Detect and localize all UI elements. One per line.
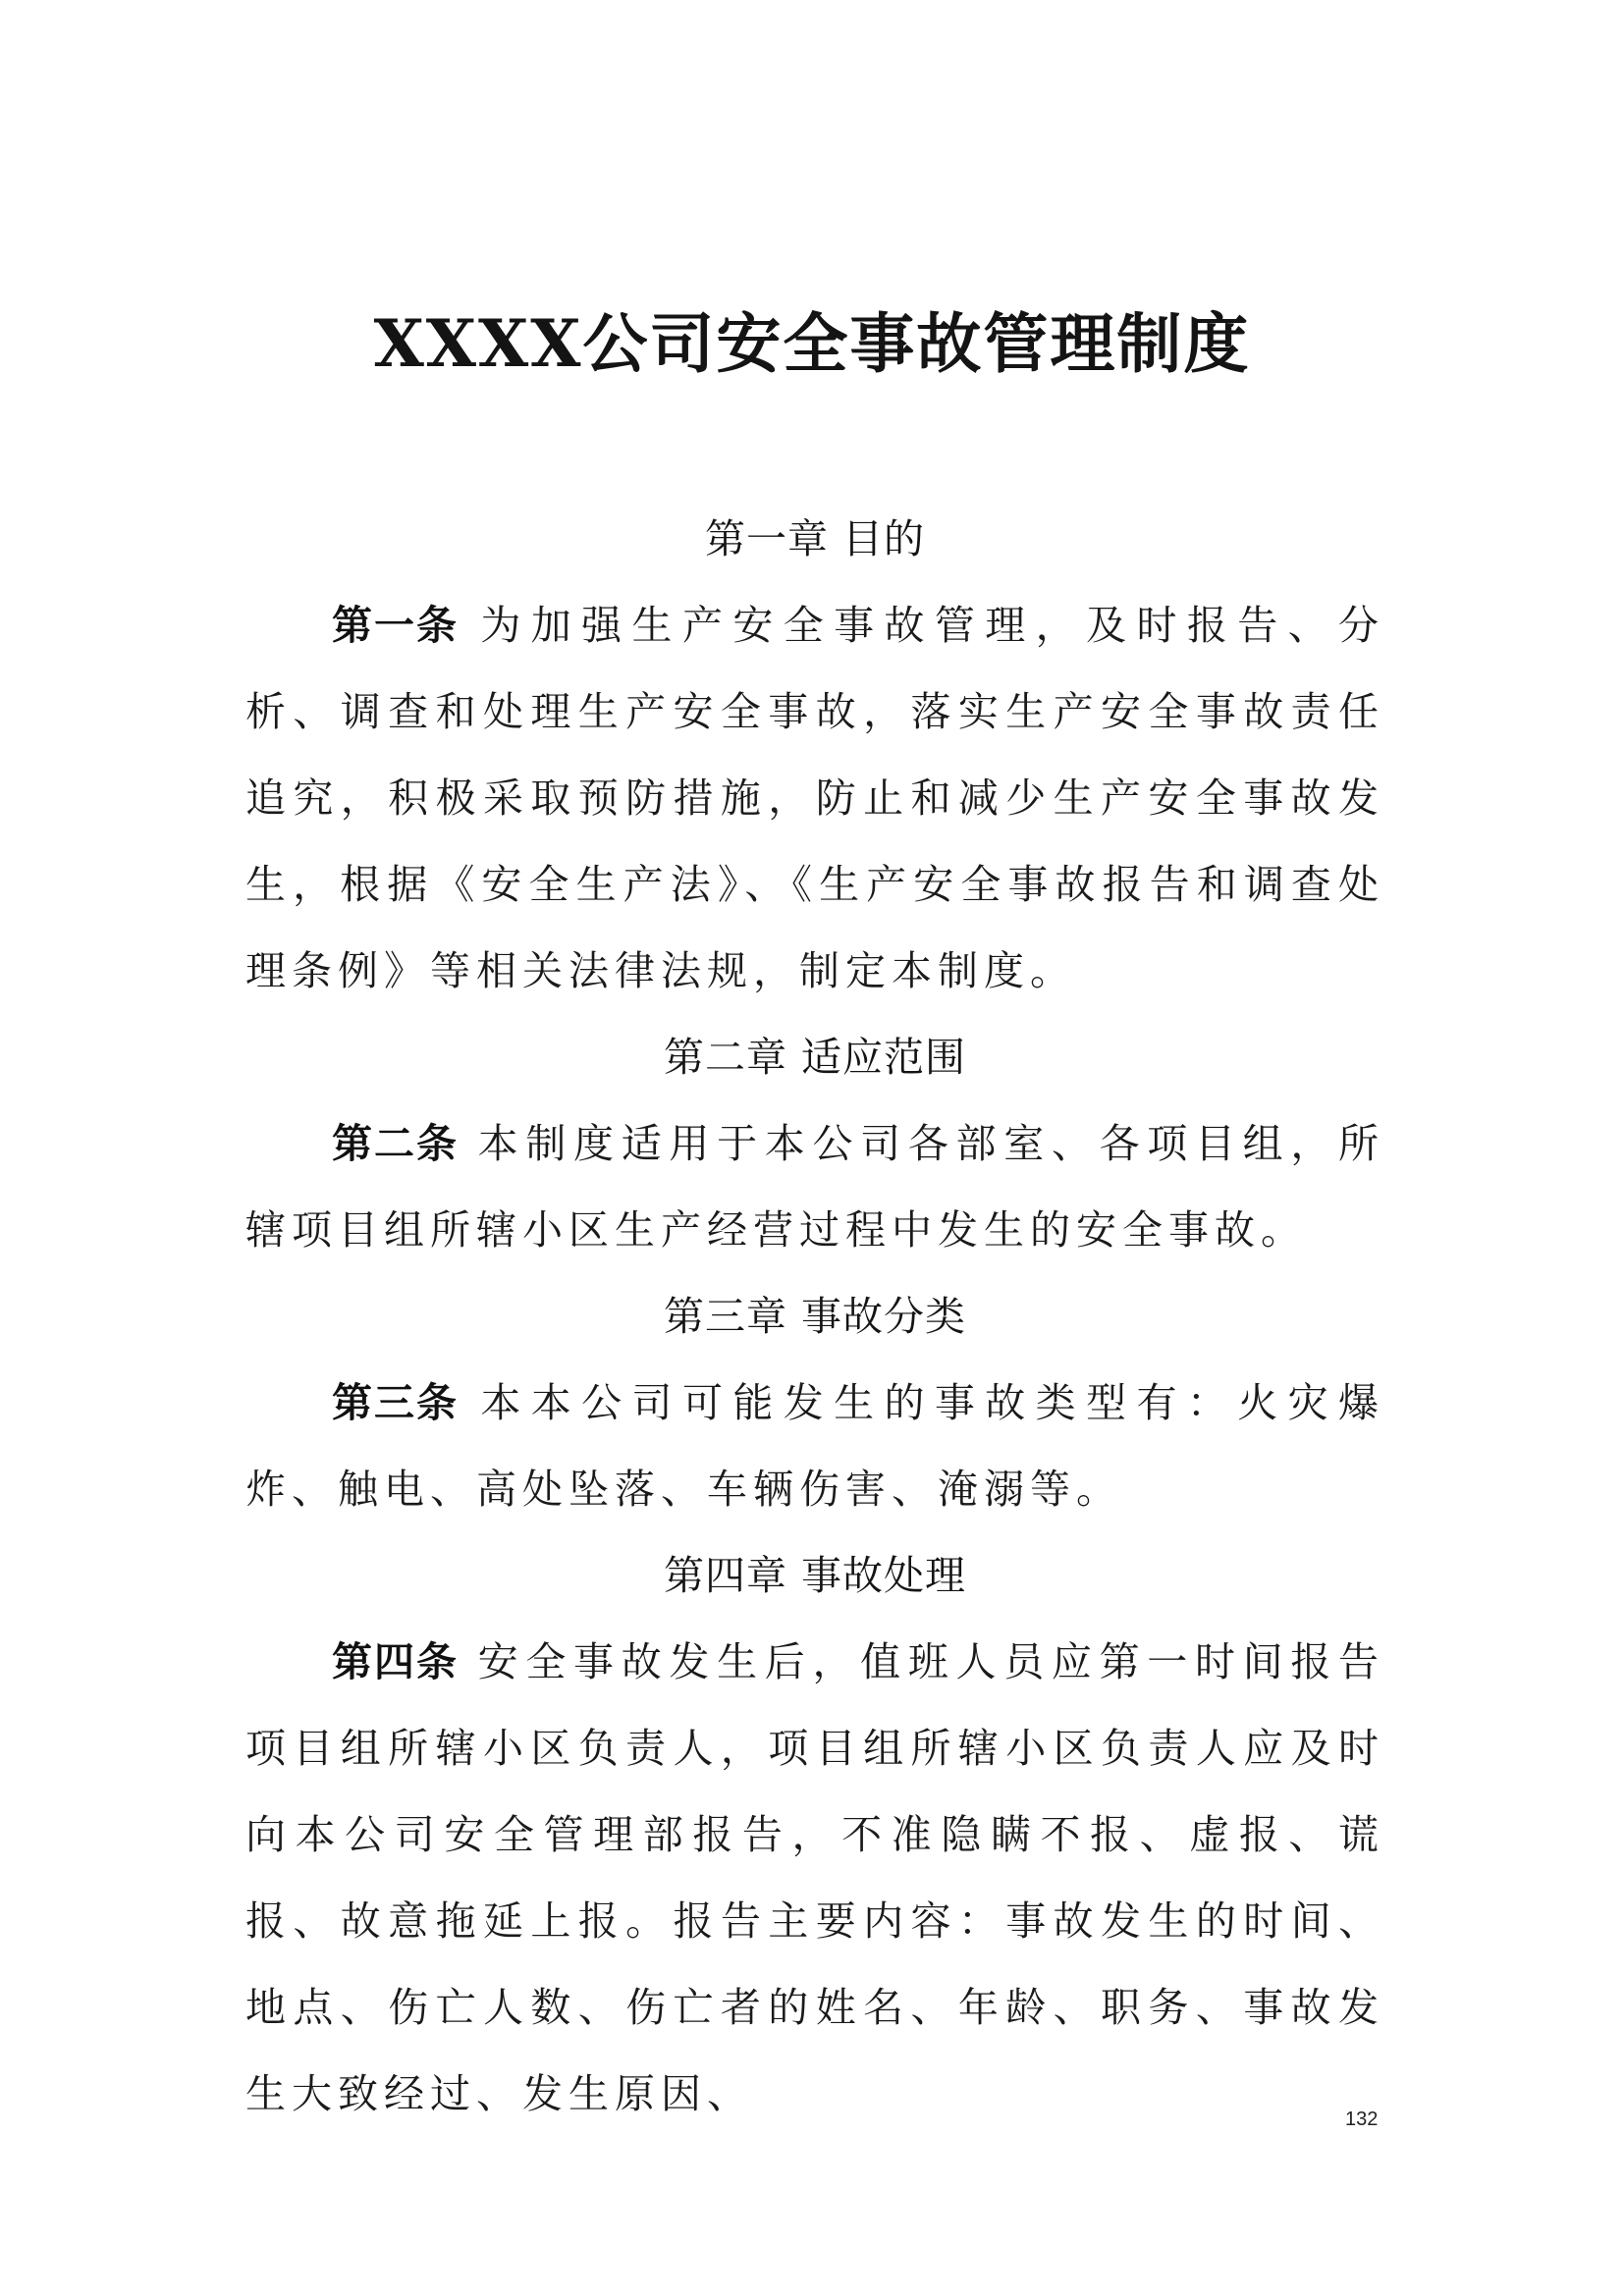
chapter-heading-4: 第四章 事故处理 [663,1552,967,1599]
article-text-4: 安全事故发生后，值班人员应第一时间报告项目组所辖小区负责人，项目组所辖小区负责人应及时向本公司安全管理部报告，不准隐瞒不报、虚报、谎报、故意拖延上报。报告主要内容：事故发生的时间、地点、伤亡人数、伤亡者的姓名、年龄、职务、事故发生大致经过、发生原因、 [245,1638,1384,2117]
document-body [245,496,1384,2137]
article-4 [245,1619,1384,2137]
article-label-4: 第四条 [332,1638,459,1685]
document-title: XXXX公司安全事故管理制度 [373,305,1251,382]
article-1 [245,582,1384,1014]
article-text-1: 为加强生产安全事故管理，及时报告、分析、调查和处理生产安全事故，落实生产安全事故责任追究，积极采取预防措施，防止和减少生产安全事故发生，根据《安全生产法》、《生产安全事故报告和调查处理条例》等相关法律法规，制定本制度。 [245,602,1384,994]
article-2 [245,1100,1384,1273]
chapter-heading-1: 第一章 目的 [704,515,926,562]
article-text-2: 本制度适用于本公司各部室、各项目组，所辖项目组所辖小区生产经营过程中发生的安全事故。 [245,1120,1384,1254]
article-label-2: 第二条 [332,1120,459,1167]
chapter-heading-3: 第三章 事故分类 [663,1293,967,1340]
article-label-3: 第三条 [332,1379,459,1426]
page-number: 132 [1345,2109,1379,2130]
article-3 [245,1360,1384,1532]
article-text-3: 本本公司可能发生的事故类型有：火灾爆炸、触电、高处坠落、车辆伤害、淹溺等。 [245,1379,1384,1513]
article-label-1: 第一条 [332,602,459,649]
chapter-heading-2: 第二章 适应范围 [663,1034,967,1081]
